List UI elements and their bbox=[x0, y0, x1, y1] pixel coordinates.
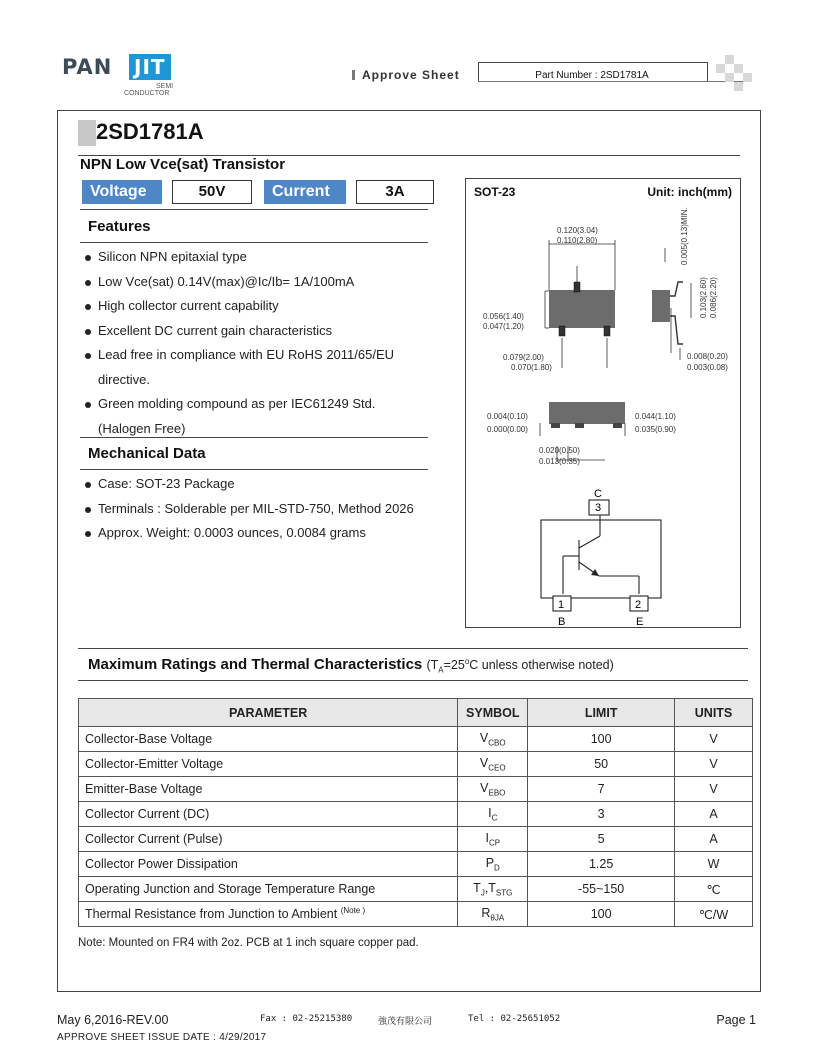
ratings-bottom-line bbox=[78, 680, 748, 681]
param-cell: Collector-Emitter Voltage bbox=[79, 752, 458, 777]
limit-cell: 50 bbox=[528, 752, 675, 777]
dim-lead-t-max: 0.008(0.20) bbox=[687, 352, 728, 361]
unit-cell: A bbox=[675, 827, 753, 852]
pin-c-number: 3 bbox=[595, 502, 602, 514]
approve-sheet-label: Approve Sheet bbox=[362, 68, 460, 82]
table-row bbox=[79, 727, 753, 752]
param-cell: Collector Current (Pulse) bbox=[79, 827, 458, 852]
ratings-condition: ($T_A=25^oC$ unless otherwise noted) bbox=[426, 656, 614, 675]
ratings-title bbox=[88, 656, 614, 675]
dim-standoff-max: 0.004(0.10) bbox=[487, 412, 528, 421]
ratings-note: Note: Mounted on FR4 with 2oz. PCB at 1 inch square copper pad. bbox=[78, 937, 419, 949]
table-row bbox=[79, 802, 753, 827]
ratings-top-line bbox=[78, 648, 748, 649]
header-parameter: PARAMETER bbox=[79, 699, 458, 727]
ratings-title-text: Maximum Ratings and Thermal Characteristics bbox=[88, 656, 423, 673]
features-heading: Features bbox=[88, 218, 151, 235]
feature-item-continued: directive. bbox=[98, 371, 151, 387]
limit-cell: 3 bbox=[528, 802, 675, 827]
unit-cell: ℃ bbox=[675, 877, 753, 902]
dim-lead-t-min: 0.003(0.08) bbox=[687, 363, 728, 372]
footer-company: 強茂有限公司 bbox=[378, 1017, 433, 1027]
current-label: Current bbox=[264, 180, 346, 204]
mechanical-top-line bbox=[80, 437, 428, 438]
part-number: Part Number : 2SD1781A bbox=[535, 70, 649, 81]
limit-cell: 5 bbox=[528, 827, 675, 852]
voltage-value: 50V bbox=[172, 180, 252, 204]
mechanical-list bbox=[84, 472, 414, 546]
param-cell: Collector Current (DC) bbox=[79, 802, 458, 827]
table-row bbox=[79, 852, 753, 877]
pin-b-number: 1 bbox=[558, 599, 565, 611]
product-title: 2SD1781A bbox=[96, 119, 204, 144]
limit-cell: 100 bbox=[528, 902, 675, 927]
sot23-body-top bbox=[549, 290, 615, 328]
product-subtitle: NPN Low Vce(sat) Transistor bbox=[80, 156, 286, 173]
ratings-table bbox=[78, 698, 753, 927]
param-cell: Operating Junction and Storage Temperature Range bbox=[79, 877, 458, 902]
table-row bbox=[79, 827, 753, 852]
features-list bbox=[84, 245, 394, 441]
dim-body-h-max: 0.044(1.10) bbox=[635, 412, 676, 421]
unit-cell: A bbox=[675, 802, 753, 827]
pin-b-label: B bbox=[558, 616, 566, 628]
package-unit: Unit: inch(mm) bbox=[647, 185, 732, 199]
param-cell: Thermal Resistance from Junction to Ambient $^{(Note )}$ bbox=[79, 902, 458, 927]
table-row bbox=[79, 752, 753, 777]
table-row bbox=[79, 902, 753, 927]
header-units: UNITS bbox=[675, 699, 753, 727]
unit-cell: V bbox=[675, 727, 753, 752]
footer-tel: Tel : 02-25651052 bbox=[468, 1014, 561, 1024]
feature-item: Silicon NPN epitaxial type bbox=[84, 245, 394, 270]
unit-cell: V bbox=[675, 752, 753, 777]
symbol-cell: $I_C$ bbox=[458, 802, 528, 827]
table-header-row bbox=[79, 699, 753, 727]
feature-item: Low Vce(sat) 0.14V(max)@Ic/Ib= 1A/100mA bbox=[84, 270, 394, 295]
param-cell: Collector Power Dissipation bbox=[79, 852, 458, 877]
features-top-line bbox=[80, 209, 428, 210]
logo-semi-text: SEMI bbox=[156, 83, 174, 90]
pin-e-number: 2 bbox=[635, 599, 642, 611]
logo-conductor-text: CONDUCTOR bbox=[124, 90, 170, 97]
dim-side-h-max: 0.103(2.60) bbox=[699, 277, 708, 318]
param-cell: Collector-Base Voltage bbox=[79, 727, 458, 752]
current-value: 3A bbox=[356, 180, 434, 204]
dim-body-h-min: 0.035(0.90) bbox=[635, 425, 676, 434]
footer-issue-date: APPROVE SHEET ISSUE DATE : 4/29/2017 bbox=[57, 1032, 267, 1043]
dim-lead-w-max: 0.020(0.50) bbox=[539, 446, 580, 455]
symbol-cell: $V_{CBO}$ bbox=[458, 727, 528, 752]
limit-cell: 7 bbox=[528, 777, 675, 802]
header-divider bbox=[478, 81, 748, 82]
limit-cell: -55~150 bbox=[528, 877, 675, 902]
symbol-cell: $T_J,T_{STG}$ bbox=[458, 877, 528, 902]
footer-fax: Fax : 02-25215380 bbox=[260, 1014, 353, 1024]
package-type: SOT-23 bbox=[474, 185, 516, 199]
sot23-body-front bbox=[549, 402, 625, 424]
footer-date-rev: May 6,2016-REV.00 bbox=[57, 1013, 169, 1027]
feature-item: Excellent DC current gain characteristics bbox=[84, 319, 394, 344]
mechanical-bottom-line bbox=[80, 469, 428, 470]
dim-top-width-min: 0.110(2.80) bbox=[557, 236, 598, 245]
header-symbol: SYMBOL bbox=[458, 699, 528, 727]
checker-decoration bbox=[712, 55, 752, 93]
unit-cell: V bbox=[675, 777, 753, 802]
unit-cell: ℃/W bbox=[675, 902, 753, 927]
symbol-cell: $R_{\theta JA}$ bbox=[458, 902, 528, 927]
transistor-schematic bbox=[541, 515, 661, 598]
pin-c-label: C bbox=[594, 488, 602, 500]
feature-item: Green molding compound as per IEC61249 Std. bbox=[84, 392, 394, 417]
header-limit: LIMIT bbox=[528, 699, 675, 727]
dim-top-width-max: 0.120(3.04) bbox=[557, 226, 598, 235]
footer-page: Page 1 bbox=[716, 1013, 756, 1027]
pin-e-label: E bbox=[636, 616, 644, 628]
table-row bbox=[79, 877, 753, 902]
dim-pitch-min: 0.070(1.80) bbox=[511, 363, 552, 372]
approve-marker bbox=[352, 70, 355, 80]
logo-jit-text: JIT bbox=[129, 54, 171, 80]
title-accent bbox=[78, 120, 96, 146]
package-drawing bbox=[465, 178, 741, 628]
dim-lead-w-min: 0.013(0.35) bbox=[539, 457, 580, 466]
mechanical-heading: Mechanical Data bbox=[88, 445, 206, 462]
limit-cell: 1.25 bbox=[528, 852, 675, 877]
mechanical-item: Terminals : Solderable per MIL-STD-750, Method 2026 bbox=[84, 497, 414, 522]
feature-item: High collector current capability bbox=[84, 294, 394, 319]
dim-height-min: 0.047(1.20) bbox=[483, 322, 524, 331]
param-cell: Emitter-Base Voltage bbox=[79, 777, 458, 802]
dim-standoff-min: 0.000(0.00) bbox=[487, 425, 528, 434]
feature-item: Lead free in compliance with EU RoHS 2011/65/EU bbox=[84, 343, 394, 368]
mechanical-item: Approx. Weight: 0.0003 ounces, 0.0084 grams bbox=[84, 521, 414, 546]
feature-item-continued: (Halogen Free) bbox=[98, 420, 186, 436]
symbol-cell: $P_D$ bbox=[458, 852, 528, 877]
logo-pan-text: PAN bbox=[62, 55, 113, 79]
dim-lead-min-len: 0.005(0.13)MIN. bbox=[680, 207, 689, 265]
table-row bbox=[79, 777, 753, 802]
dim-height-max: 0.056(1.40) bbox=[483, 312, 524, 321]
symbol-cell: $V_{EBO}$ bbox=[458, 777, 528, 802]
limit-cell: 100 bbox=[528, 727, 675, 752]
mechanical-item: Case: SOT-23 Package bbox=[84, 472, 414, 497]
features-bottom-line bbox=[80, 242, 428, 243]
dim-side-h-min: 0.086(2.20) bbox=[709, 277, 718, 318]
voltage-label: Voltage bbox=[82, 180, 162, 204]
symbol-cell: $V_{CEO}$ bbox=[458, 752, 528, 777]
unit-cell: W bbox=[675, 852, 753, 877]
dim-pitch-max: 0.079(2.00) bbox=[503, 353, 544, 362]
symbol-cell: $I_{CP}$ bbox=[458, 827, 528, 852]
